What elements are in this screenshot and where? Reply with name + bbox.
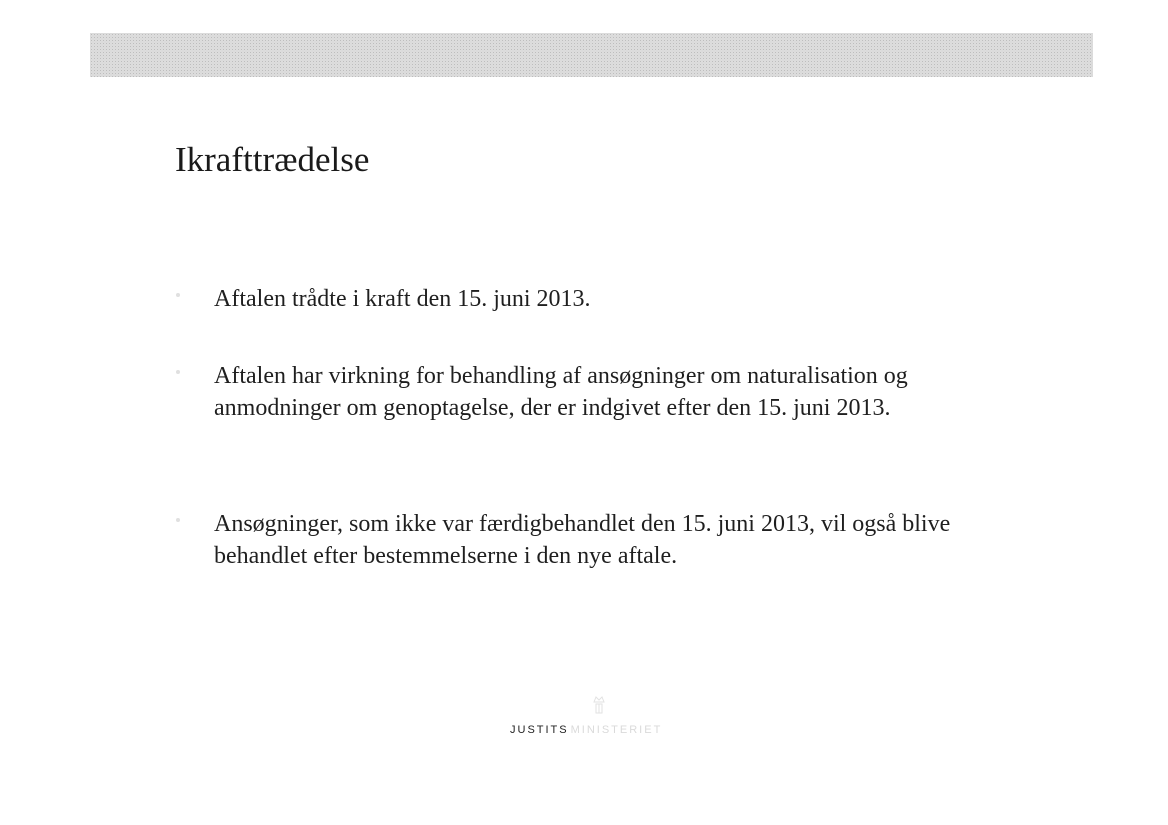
bullet-text: Aftalen har virkning for behandling af ansøgninger om naturalisation og anmodninger om genoptagelse, der er indgivet efter den 15. juni 2013. [214,363,908,421]
bullet-text: Aftalen trådte i kraft den 15. juni 2013. [214,286,591,312]
footer-logo-text-faint: MINISTERIET [570,724,663,736]
crown-emblem-icon [592,694,606,716]
bullet-text: Ansøgninger, som ikke var færdigbehandlet den 15. juni 2013, vil også blive behandlet efter bestemmelserne i den nye aftale. [214,511,951,569]
bullet-marker [176,370,180,374]
bullet-marker [176,293,180,297]
slide-title: Ikrafttrædelse [175,140,370,179]
bullet-marker [176,518,180,522]
footer-logo [510,724,662,736]
footer-logo-text: JUSTITS [510,724,569,736]
